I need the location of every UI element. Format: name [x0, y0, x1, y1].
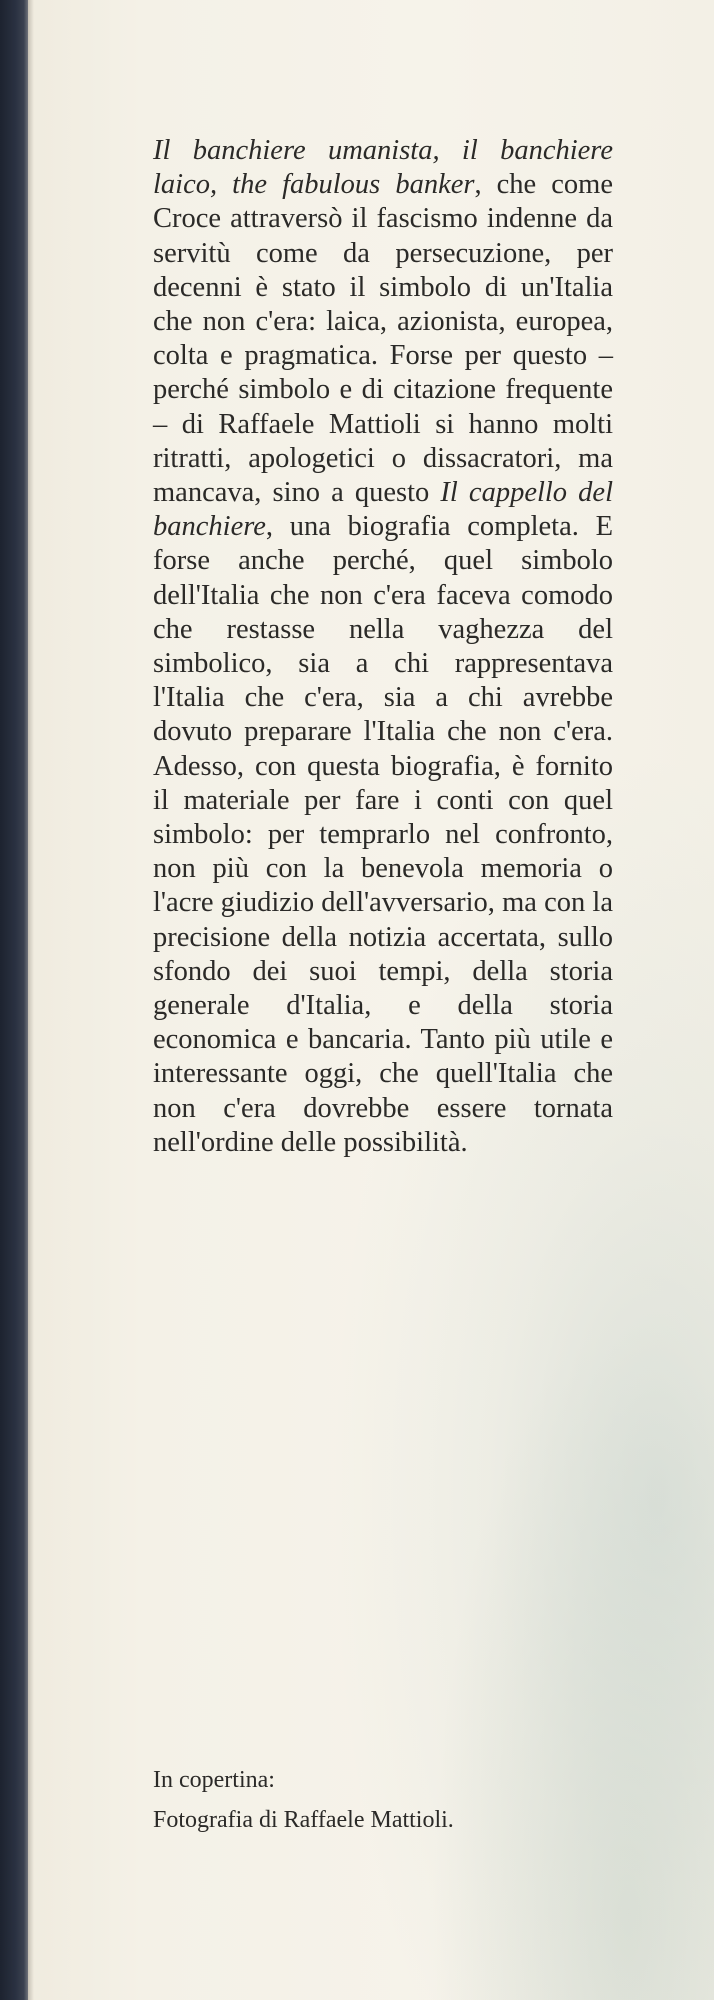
- credits-heading: In copertina:: [153, 1767, 275, 1793]
- flap-blurb: [153, 134, 613, 1160]
- cover-credits: [153, 1760, 653, 1840]
- blurb-text-first: , che come Croce attraversò il fascismo indenne da servitù come da persecuzione, per decenni è stato il simbolo di un'Italia che non c'era: laica, azionista, europea, colta e pragmatica. Forse per questo – perché simbolo e di citazione frequente – di Raffaele Mattioli si hanno molti ritratti, apologetici o dissacratori, ma mancava, sino a questo: [153, 169, 613, 509]
- book-spine: [0, 0, 28, 2000]
- spine-shadow: [28, 0, 34, 2000]
- blurb-text-second: , una biografia completa. E forse anche perché, quel simbolo dell'Italia che non c'era faceva comodo che restasse nella vaghezza del simbolico, sia a chi rappresentava l'Italia che c'era, sia a chi avrebbe dovuto preparare l'Italia che non c'era. Adesso, con questa biografia, è fornito il materiale per fare i conti con quel simbolo: per temprarlo nel confronto, non più con la benevola memoria o l'acre giudizio dell'avversario, ma con la precisione della notizia accertata, sullo sfondo dei suoi tempi, della storia generale d'Italia, e della storia economica e bancaria. Tanto più utile e interessante oggi, che quell'Italia che non c'era dovrebbe essere tornata nell'ordine delle possibilità.: [153, 511, 613, 1158]
- blurb-italic-opening: Il banchiere umanista, il banchiere laico, the fabulous banker: [153, 135, 613, 201]
- credits-photo-line: Fotografia di Raffaele Mattioli.: [153, 1807, 454, 1833]
- blurb-italic-title: Il cappello del banchiere: [153, 477, 613, 543]
